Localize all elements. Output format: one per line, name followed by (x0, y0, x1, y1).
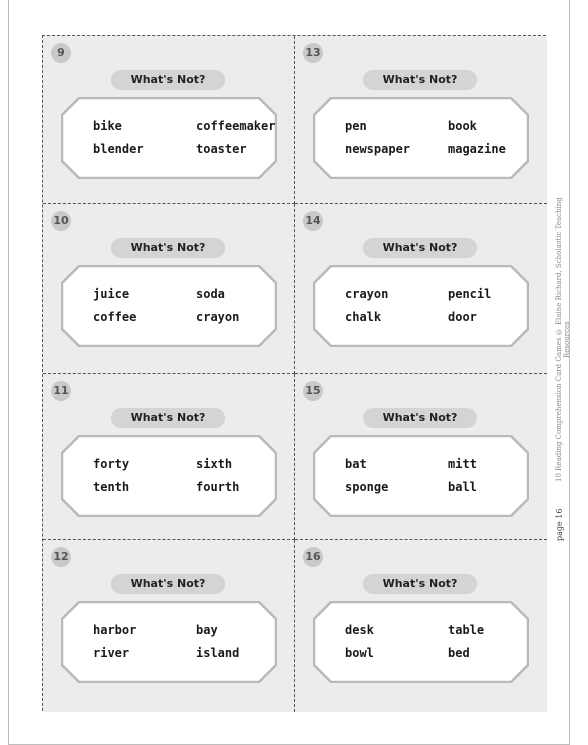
card-title: What's Not? (111, 408, 225, 428)
word-panel (61, 601, 277, 683)
word-panel (313, 97, 529, 179)
word-item: table (448, 623, 485, 637)
word-panel (313, 265, 529, 347)
word-item: coffeemaker (196, 119, 276, 133)
word-item: bed (448, 646, 470, 660)
word-panel (313, 601, 529, 683)
word-item: soda (196, 287, 225, 301)
card-number-badge: 12 (51, 547, 71, 567)
octagon-panel-shape (313, 435, 529, 517)
word-item: harbor (93, 623, 137, 637)
word-item: blender (93, 142, 144, 156)
word-item: sponge (345, 480, 389, 494)
word-item: sixth (196, 457, 233, 471)
game-card (295, 540, 547, 712)
card-grid (42, 35, 546, 711)
word-panel (313, 435, 529, 517)
game-card (295, 36, 547, 204)
page-number: page 16 (555, 508, 564, 542)
octagon-panel-shape (313, 265, 529, 347)
word-item: toaster (196, 142, 247, 156)
card-title: What's Not? (111, 238, 225, 258)
card-number-badge: 13 (303, 43, 323, 63)
card-number-badge: 9 (51, 43, 71, 63)
game-card (43, 540, 295, 712)
word-item: tenth (93, 480, 130, 494)
card-number-badge: 14 (303, 211, 323, 231)
word-item: desk (345, 623, 374, 637)
card-number-badge: 10 (51, 211, 71, 231)
game-card (43, 374, 295, 540)
word-item: door (448, 310, 477, 324)
word-item: bowl (345, 646, 374, 660)
octagon-panel-shape (313, 601, 529, 683)
word-item: pencil (448, 287, 492, 301)
word-panel (61, 97, 277, 179)
word-item: bike (93, 119, 122, 133)
word-item: crayon (345, 287, 389, 301)
card-title: What's Not? (363, 408, 477, 428)
word-item: newspaper (345, 142, 411, 156)
word-item: mitt (448, 457, 477, 471)
game-card (43, 36, 295, 204)
copyright-credit: 10 Reading Comprehension Card Games © Elaine Richard, Scholastic Teaching Resources (555, 197, 571, 483)
word-item: fourth (196, 480, 240, 494)
card-title: What's Not? (363, 70, 477, 90)
word-item: forty (93, 457, 130, 471)
card-title: What's Not? (363, 574, 477, 594)
octagon-panel-shape (61, 97, 277, 179)
word-item: ball (448, 480, 477, 494)
game-card (295, 374, 547, 540)
word-item: book (448, 119, 477, 133)
card-number-badge: 11 (51, 381, 71, 401)
card-number-badge: 15 (303, 381, 323, 401)
word-item: coffee (93, 310, 137, 324)
game-card (43, 204, 295, 374)
card-number-badge: 16 (303, 547, 323, 567)
game-card (295, 204, 547, 374)
word-item: bay (196, 623, 218, 637)
word-item: bat (345, 457, 367, 471)
octagon-panel-shape (61, 265, 277, 347)
word-item: river (93, 646, 130, 660)
card-title: What's Not? (111, 70, 225, 90)
card-title: What's Not? (363, 238, 477, 258)
word-item: magazine (448, 142, 506, 156)
word-item: chalk (345, 310, 382, 324)
word-item: island (196, 646, 240, 660)
card-title: What's Not? (111, 574, 225, 594)
word-item: crayon (196, 310, 240, 324)
octagon-panel-shape (313, 97, 529, 179)
octagon-panel-shape (61, 601, 277, 683)
word-item: pen (345, 119, 367, 133)
word-panel (61, 435, 277, 517)
word-panel (61, 265, 277, 347)
word-item: juice (93, 287, 130, 301)
octagon-panel-shape (61, 435, 277, 517)
